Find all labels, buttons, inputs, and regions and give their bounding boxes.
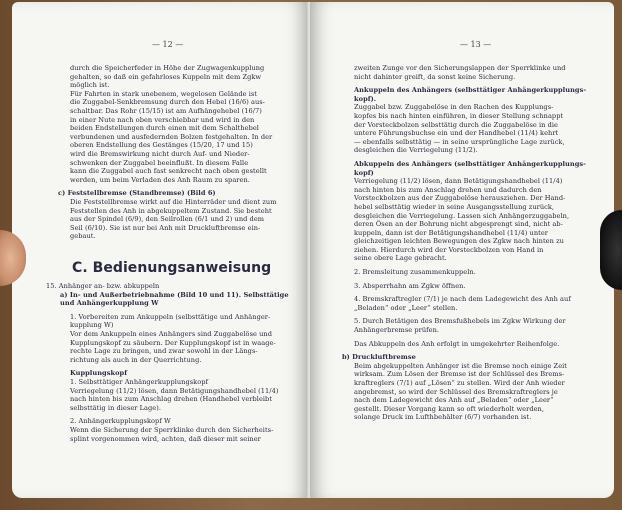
text-line: wirksam. Zum Lösen der Bremse ist der Schlüssel des Brems- [354,370,565,379]
text-line: Kupplungskopf zu säubern. Der Kupplungskopf ist in waage- [70,338,276,347]
text-line: gleichzeitigen leichten Bewegungen des Zgkw nach hinten zu [354,237,564,246]
text-line: durch die Speicherfeder in Höhe der Zugwagenkupplung [70,64,265,72]
text-line: angebremst, so wird der Schlüssel des Bremskraftreglers je [354,387,558,396]
paragraph [354,103,604,155]
step-heading: 2. Anhängerkupplungskopf W [70,417,171,426]
paragraph [354,64,604,81]
text-line: kann die Zuggabel auch fast senkrecht nach oben gestellt [70,167,267,176]
paragraph [70,64,296,184]
text-line: rechte Lage zu bringen, und zwar sowohl in der Längs- [70,347,258,356]
right-page [310,2,614,498]
step-item: 3. Absperrhahn am Zgkw öffnen. [354,281,466,290]
text-line: Verriegelung (11/2) lösen, dann Betätigungshandhebel (11/4) [70,386,279,395]
text-line: werden, um beim Verladen des Anh Raum zu sparen. [70,175,250,184]
paragraph [354,177,604,263]
text-line: oberen Endstellung des Gestänges (15/20, 17 und 15) [70,141,253,150]
page-number: — 12 — [152,40,184,49]
left-page [12,2,308,498]
step-item: 4. Bremskraftregler (7/1) je nach dem Ladegewicht des Anh auf „Beladen“ oder „Leer“ stellen. [354,295,571,312]
subsection-title: a) In- und Außerbetriebnahme (Bild 10 und 11). Selbsttätige und Anhängerkupplung W [60,290,289,308]
text-line: nach hinten bis zum Anschlag drehen und dadurch den [354,185,542,194]
paragraph [46,387,298,413]
text-line: Verriegelung (11/2) lösen, dann Betätigungshandhebel (11/4) [354,177,563,186]
paragraph: Das Abkuppeln des Anh erfolgt in umgekehrter Reihenfolge. [354,339,560,348]
text-line: beiden Endstellungen durch einen mit dem Schalthebel [70,124,259,133]
paragraph [70,198,296,241]
text-line: Für Fahrten in stark unebenem, wegelosen Gelände ist [70,89,257,98]
text-line: ziehen. Hierdurch wird der Vorsteckbolzen von Hand in [354,245,544,254]
text-line: nach hinten bis zum Anschlag drehen (Handhebel verbleibt [70,395,273,404]
text-line: Beim abgekuppelten Anhänger ist die Bremse noch einige Zeit [354,361,568,370]
subheading: Ankuppeln des Anhängers (selbsttätiger Anhängerkupplungs-kopf). [354,86,587,103]
open-book [12,2,612,502]
text-line: zweiten Zunge vor den Sicherungslappen der Sperrklinke und [354,64,566,72]
text-line: kuppeln, dann ist der Betätigungshandhebel (11/4) unter [354,228,549,237]
text-line: kopfes bis nach hinten einführen, in dieser Stellung schnappt [354,111,564,120]
text-line: selbsttätig in dieser Lage). [70,403,162,412]
item-heading: 15. Anhänger an- bzw. abkuppeln [46,282,160,290]
text-line: gestellt. Dieser Vorgang kann so oft wiederholt werden, [354,404,544,413]
subsection-title: b) Druckluftbremse [342,353,416,362]
step-item: 5. Durch Betätigen des Bremsfußhebels im Zgkw Wirkung der Anhängerbremse prüfen. [354,317,566,335]
text-line: in einer Nute nach oben verschiebbar und wird in den [70,115,255,124]
text-line: deren Ösen an der Bohrung nicht abgesprengt sind, nicht ab- [354,220,563,229]
text-line: schwenken der Zuggabel beeinflußt. In diesem Falle [70,158,249,167]
text-line: schaltbar. Das Rohr (15/15) ist am Aufhängehebel (16/7) [70,106,262,115]
page-number: — 13 — [460,40,492,49]
text-line: nach dem Ladegewicht des Anh auf „Beladen“ oder „Leer“ [354,396,554,405]
text-line: desgleichen die Verriegelung (11/2). [354,146,478,155]
right-page-text [342,64,604,422]
text-line: Feststellen des Anh in abgekuppeltem Zustand. Sie besteht [70,206,272,215]
text-line: kraftreglers (7/1) auf „Lösen“ zu stellen. Wird der Anh wieder [354,379,565,387]
text-line: Wenn die Sicherung der Sperrklinke durch den Sicherheits- [70,425,274,434]
text-line: gebaut. [70,232,96,241]
text-line: desgleichen die Verriegelung. Lassen sich Anhängerzuggabeln, [354,211,570,220]
text-line: solange Druck im Lufthbehälter (6/7) vorhanden ist. [354,413,532,422]
text-line: untere Führungsbuchse ein und der Handhebel (11/4) kehrt [354,129,559,138]
step-heading: 1. Selbsttätiger Anhängerkupplungskopf [70,377,209,386]
text-line: splint vorgenommen wird, achten, daß dieser mit seiner [70,434,261,443]
section-item-title: c) Feststellbremse (Standbremse) (Bild 6) [58,189,216,198]
step-item: 2. Bremsleitung zusammenkuppeln. [354,268,476,277]
text-line: hebel selbsttätig wieder in seine Ausgangsstellung zurück, [354,202,555,211]
paragraph [46,330,298,364]
text-line: wird die Bremswirkung nicht durch Auf- und Nieder- [70,149,250,158]
subheading: Kupplungskopf [70,369,128,378]
text-line: Seil (6/10). Sie ist nur bei Anh mit Druckluftbremse ein- [70,223,261,232]
camera-edge [600,210,622,290]
paragraph [354,362,604,422]
text-line: nicht dahinter greift, da sonst keine Sicherung. [354,72,516,81]
subheading: Abkuppeln des Anhängers (selbsttätiger Anhängerkupplungs-kopf) [354,159,586,177]
left-page-text [58,64,296,241]
step-heading: 1. Vorbereiten zum Ankuppeln (selbsttätige und Anhänger-kupplung W) [70,312,271,330]
paragraph [46,426,298,443]
text-line: gehalten, so daß ein gefahrloses Kuppeln mit dem Zgkw [70,72,262,81]
text-line: Vorsteckbolzen aus der Zuggabelöse herausziehen. Der Hand- [354,194,566,203]
text-line: der Vorsteckbolzen selbsttätig durch die Zuggabelöse in die [354,120,558,129]
section-heading: C. Bedienungsanweisung [72,260,272,276]
text-line: aus der Spindel (6/9), den Seilrollen (6/1 und 2) und dem [70,215,265,224]
text-line: Die Feststellbremse wirkt auf die Hinterräder und dient zum [70,197,277,206]
text-line: — ebenfalls selbsttätig — in seine ursprüngliche Lage zurück, [354,137,565,146]
text-line: die Zuggabel-Senkbremsung durch den Hebel (16/6) aus- [70,98,265,107]
text-line: seine obere Lage gebracht. [354,254,447,263]
text-line: Zuggabel bzw. Zuggabelöse in den Rachen des Kupplungs- [354,103,554,112]
text-line: möglich ist. [70,81,110,90]
text-line: richtung als auch in der Querrichtung. [70,355,202,364]
left-page-lower [46,254,298,443]
text-line: verbundenen und ausfedernden Bolzen festgehalten. In der [70,132,273,141]
text-line: Vor dem Ankuppeln eines Anhängers sind Zuggabelöse und [70,329,272,338]
